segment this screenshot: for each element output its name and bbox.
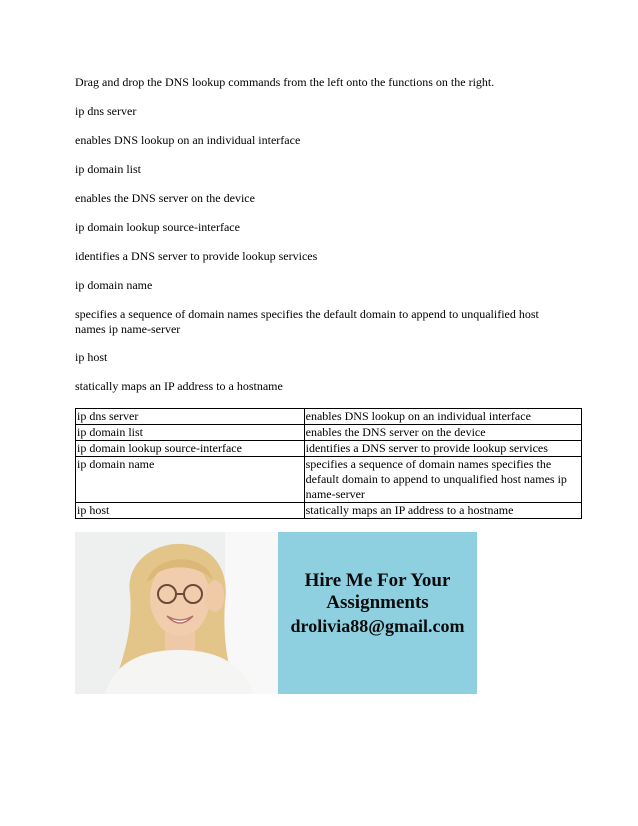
- instruction-text: Drag and drop the DNS lookup commands from the left onto the functions on the right.: [75, 75, 495, 89]
- function-cell: enables DNS lookup on an individual interface: [304, 409, 581, 425]
- question-line: ip host: [75, 350, 108, 364]
- question-line: ip dns server: [75, 104, 137, 118]
- function-cell: specifies a sequence of domain names specifies the default domain to append to unqualified host names ip name-server: [304, 457, 581, 503]
- command-cell: ip domain lookup source-interface: [76, 441, 305, 457]
- question-line: identifies a DNS server to provide lookup services: [75, 249, 318, 263]
- ad-headline: Hire Me For Your: [304, 570, 451, 591]
- woman-photo: [75, 532, 278, 694]
- table-row: [76, 441, 582, 457]
- ad-text-block: [278, 570, 477, 638]
- table-row: [76, 409, 582, 425]
- ad-text-panel: [278, 532, 477, 694]
- woman-illustration-icon: [75, 532, 278, 694]
- question-line: statically maps an IP address to a hostname: [75, 379, 283, 393]
- question-line: enables DNS lookup on an individual interface: [75, 133, 301, 147]
- function-cell: enables the DNS server on the device: [304, 425, 581, 441]
- command-cell: ip domain name: [76, 457, 305, 503]
- command-cell: ip dns server: [76, 409, 305, 425]
- command-cell: ip host: [76, 503, 305, 519]
- command-cell: ip domain list: [76, 425, 305, 441]
- ad-banner: [75, 532, 477, 694]
- question-line: ip domain list: [75, 162, 141, 176]
- question-line: specifies a sequence of domain names specifies the default domain to append to unqualified host names ip name-server: [75, 307, 539, 336]
- ad-email: drolivia88@gmail.com: [290, 616, 465, 636]
- table-row: [76, 503, 582, 519]
- question-line: ip domain lookup source-interface: [75, 220, 240, 234]
- table-row: [76, 457, 582, 503]
- question-line: ip domain name: [75, 278, 153, 292]
- function-cell: identifies a DNS server to provide lookup services: [304, 441, 581, 457]
- question-line: enables the DNS server on the device: [75, 191, 255, 205]
- answer-table: [75, 408, 582, 519]
- function-cell: statically maps an IP address to a hostname: [304, 503, 581, 519]
- ad-subheadline: Assignments: [326, 592, 429, 613]
- table-row: [76, 425, 582, 441]
